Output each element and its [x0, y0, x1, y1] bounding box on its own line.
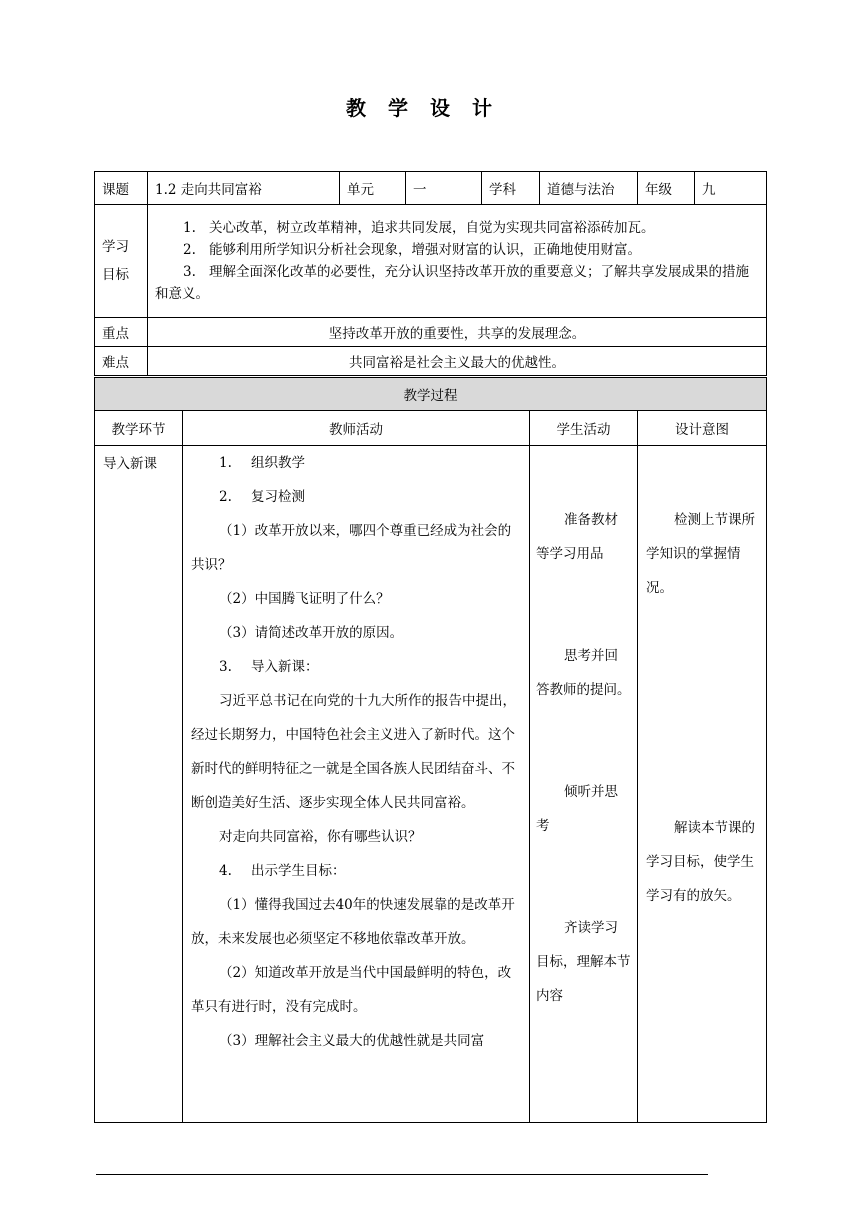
teacher-line-number: 1.: [219, 455, 232, 471]
stage-cell: 导入新课: [95, 446, 183, 1123]
footer-rule: [96, 1174, 708, 1175]
process-row: [95, 446, 767, 1123]
teacher-line: （3）请简述改革开放的原因。: [219, 625, 404, 641]
goal-item: 3. 理解全面深化改革的必要性，充分认识坚持改革开放的重要意义；了解共享发展成果的措施和意义。: [155, 264, 749, 302]
teacher-line-number: 4.: [219, 863, 232, 879]
student-activity: [530, 446, 638, 1123]
page-title: 教学设计: [346, 96, 514, 120]
teacher-line-number: 3.: [219, 659, 232, 675]
info-table: [94, 171, 767, 376]
subject-value: 道德与法治: [540, 172, 638, 205]
process-header: 教学过程: [95, 378, 767, 411]
grade-value: 九: [695, 172, 767, 205]
column-stage: 教学环节: [95, 411, 183, 446]
goals-list: [148, 205, 767, 318]
teacher-line: （2）知道改革开放是当代中国最鲜明的特色，改革只有进行时，没有完成时。: [191, 965, 512, 1015]
teacher-line-text: 复习检测: [251, 489, 305, 505]
design-intent: [638, 446, 767, 1123]
process-table: [94, 377, 767, 1123]
goal-item: 2. 能够利用所学知识分析社会现象，增强对财富的认识，正确地使用财富。: [183, 242, 641, 258]
info-row: [95, 172, 767, 205]
key-point-label: 重点: [95, 318, 148, 347]
teacher-line: 习近平总书记在向党的十九大所作的报告中提出，经过长期努力，中国特色社会主义进入了新时代。这个新时代的鲜明特征之一就是全国各族人民团结奋斗、不断创造美好生活、逐步实现全体人民共同富裕。: [191, 693, 516, 811]
student-activity-3: 倾听并思考: [536, 784, 618, 834]
teacher-line: （2）中国腾飞证明了什么？: [219, 591, 390, 607]
student-activity-2: 思考并回答教师的提问。: [536, 648, 631, 698]
teacher-line: （1）懂得我国过去40年的快速发展靠的是改革开放，未来发展也必须坚定不移地依靠改革开放。: [191, 897, 515, 947]
difficulty-label: 难点: [95, 347, 148, 376]
difficulty-value: 共同富裕是社会主义最大的优越性。: [148, 347, 767, 376]
teacher-line: [191, 854, 521, 888]
column-intent: 设计意图: [638, 411, 767, 446]
teacher-line: （3）理解社会主义最大的优越性就是共同富: [219, 1033, 485, 1049]
teacher-line-text: 出示学生目标：: [251, 863, 346, 879]
teacher-line: [191, 650, 521, 684]
design-intent-2: 解读本节课的学习目标，使学生学习有的放矢。: [646, 820, 755, 904]
process-columns-row: [95, 411, 767, 446]
grade-label: 年级: [638, 172, 695, 205]
student-activity-4: 齐读学习目标，理解本节内容: [536, 920, 631, 1004]
teacher-line: [191, 480, 521, 514]
teacher-line-text: 导入新课：: [251, 659, 319, 675]
course-value: 1.2 走向共同富裕: [148, 172, 340, 205]
student-activity-1: 准备教材等学习用品: [536, 512, 618, 562]
process-header-row: [95, 378, 767, 411]
unit-value: 一: [406, 172, 482, 205]
goal-item: 1. 关心改革，树立改革精神，追求共同发展，自觉为实现共同富裕添砖加瓦。: [183, 220, 655, 236]
teacher-line: （1）改革开放以来，哪四个尊重已经成为社会的共识？: [191, 523, 512, 573]
key-point-row: [95, 318, 767, 347]
course-label: 课题: [95, 172, 148, 205]
goals-label: 学习目标: [95, 205, 148, 318]
column-teacher: 教师活动: [183, 411, 530, 446]
teacher-line-number: 2.: [219, 489, 232, 505]
goals-row: [95, 205, 767, 318]
teacher-activity: [183, 446, 530, 1123]
difficulty-row: [95, 347, 767, 376]
key-point-value: 坚持改革开放的重要性，共享的发展理念。: [148, 318, 767, 347]
subject-label: 学科: [482, 172, 540, 205]
design-intent-1: 检测上节课所学知识的掌握情况。: [646, 512, 755, 596]
teacher-line: 对走向共同富裕，你有哪些认识？: [219, 829, 422, 845]
column-student: 学生活动: [530, 411, 638, 446]
teacher-line-text: 组织教学: [251, 455, 305, 471]
unit-label: 单元: [340, 172, 406, 205]
teacher-line: [191, 446, 521, 480]
